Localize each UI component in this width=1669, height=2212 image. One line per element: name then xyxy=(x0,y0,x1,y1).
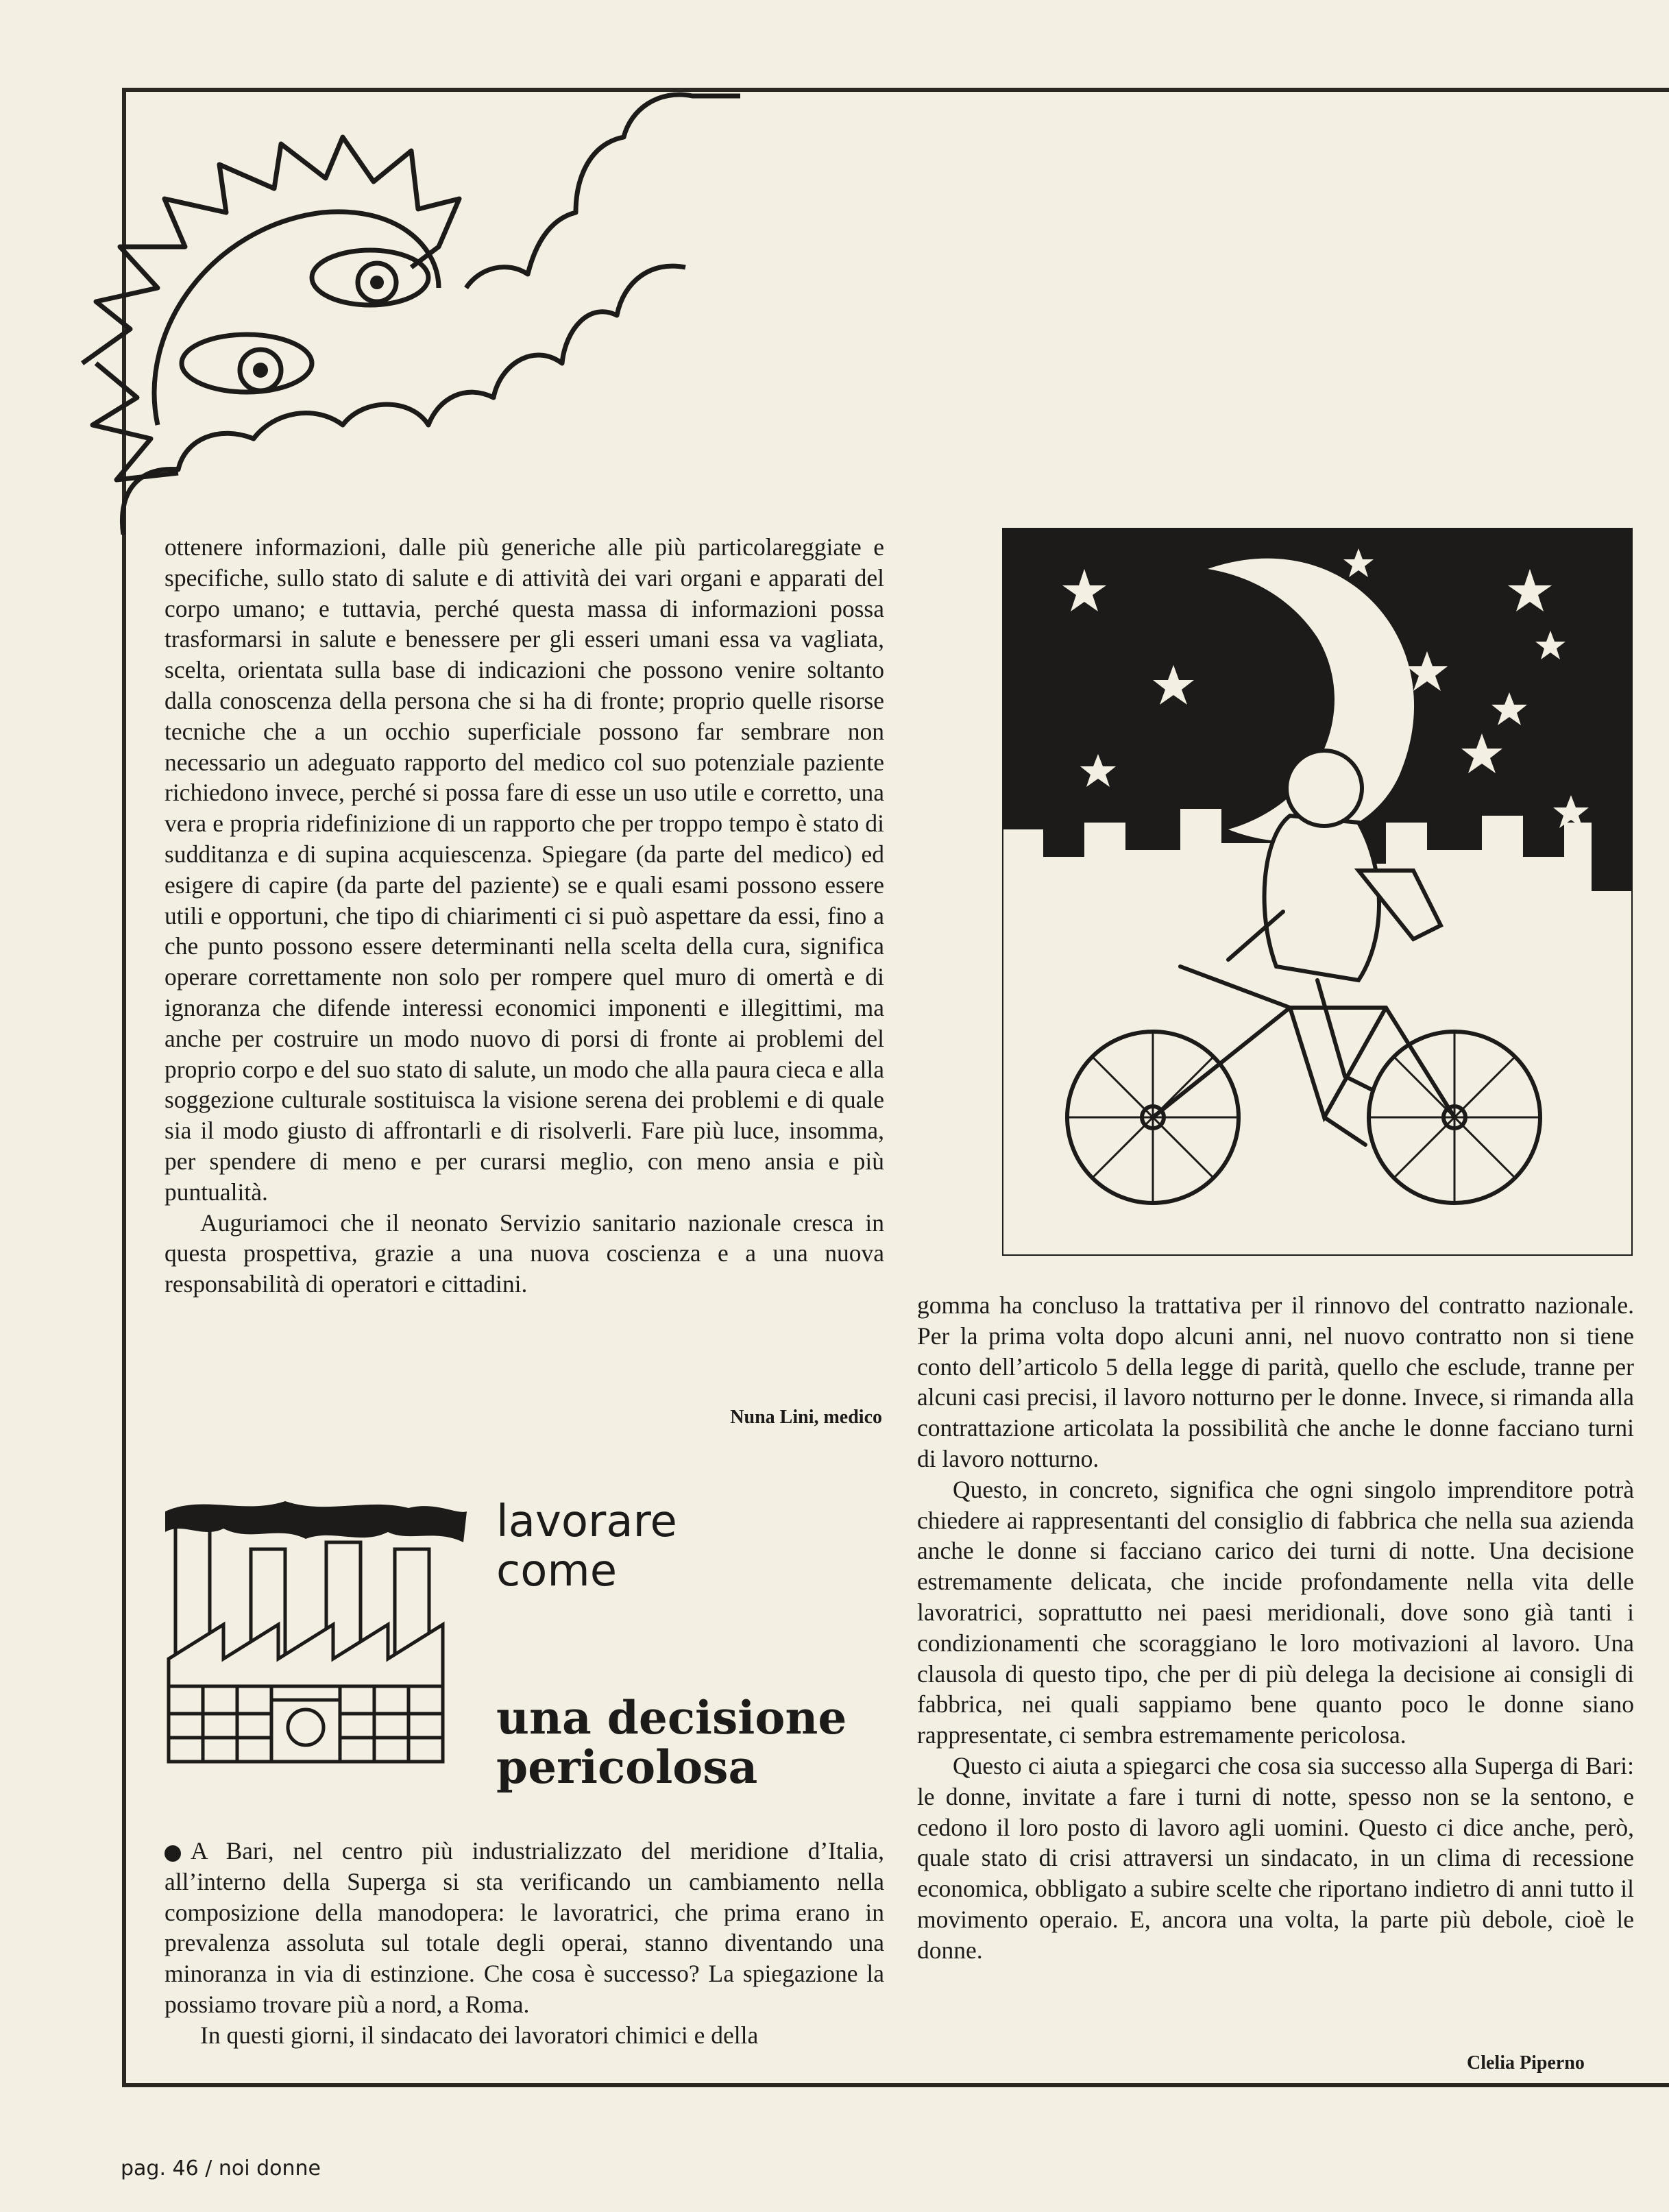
article-bottom-col2-paragraph-1: gomma ha concluso la trattativa per il rinnovo del contratto nazionale. Per la prima volta dopo alcuni anni, nel nuovo contratto non si tiene conto dell’articolo 5 della legge di parità, quello che esclude, tranne per alcuni casi precisi, il lavoro notturno per le donne. Invece, si rimanda alla contrattazione articolata la possibilità che anche le donne facciano turni di lavoro notturno. xyxy=(917,1291,1634,1472)
article-bottom-signature: Clelia Piperno xyxy=(1467,2052,1585,2074)
moon-cyclist-illustration xyxy=(1002,528,1633,1256)
page-folio: pag. 46 / noi donne xyxy=(121,2156,321,2180)
headline-main-line-2: pericolosa xyxy=(496,1740,758,1794)
article-bottom-paragraph-2: In questi giorni, il sindacato dei lavoratori chimici e della xyxy=(200,2021,759,2049)
factory-illustration xyxy=(162,1501,470,1775)
article-top-paragraph-2: Auguriamoci che il neonato Servizio sanitario nazionale cresca in questa prospettiva, grazie a una nuova coscienza e a una nuova responsabilità di operatori e cittadini. xyxy=(165,1208,884,1298)
article-bottom-col2-paragraph-2: Questo, in concreto, significa che ogni singolo imprenditore potrà chiedere ai rappresentanti del consiglio di fabbrica che nella sua azienda anche le donne si facciano carico dei turni di notte. Una decisione estremamente delicata, che incide profondamente nella vita delle lavoratrici, soprattutto nei paesi meridionali, dove sono già tanti i condizionamenti che scoraggiano le loro motivazioni al lavoro. Una clausola di questo tipo, che per di più delega la decisione ai consigli di fabbrica, nei quali sappiamo bene quanto poco le donne siano rappresentate, ci sembra estremamente pericolosa. xyxy=(917,1475,1634,1749)
article-bottom-col-1 xyxy=(165,1836,884,2051)
article-bottom-col-2 xyxy=(917,1290,1634,1966)
headline-main xyxy=(496,1693,846,1792)
headline-kicker-line-2: come xyxy=(496,1546,618,1596)
article-bottom-col2-paragraph-3: Questo ci aiuta a spiegarci che cosa sia successo alla Superga di Bari: le donne, invitate a fare i turni di notte, spesso non se la sentono, e cedono il loro posto di lavoro agli uomini. Questo ci dice anche, però, quale stato di crisi attraversi un sindacato, in un clima di recessione economica, obbligato a subire scelte che riportano indietro di anni tutto il movimento operaio. E, ancora una volta, la parte più debole, cioè le donne. xyxy=(917,1751,1634,1964)
headline-kicker-line-1: lavorare xyxy=(496,1496,677,1547)
article-top-body xyxy=(165,532,884,1300)
bullet-dot-icon xyxy=(165,1845,181,1862)
article-bottom-paragraph-1: A Bari, nel centro più industrializzato del meridione d’Italia, all’interno della Superga si sta verificando un cambiamento nella composizione della manodopera: le lavoratrici, che prima erano in prevalenza assoluta sul totale degli operai, stanno diventando una minoranza in via di estinzione. Che cosa è successo? La spiegazione la possiamo trovare più a nord, a Roma. xyxy=(165,1837,884,2018)
article-top-signature: Nuna Lini, medico xyxy=(730,1407,882,1428)
headline-main-line-1: una decisione xyxy=(496,1691,847,1745)
article-top-paragraph-1: ottenere informazioni, dalle più generiche alle più particolareggiate e specifiche, sullo stato di salute e di attività dei vari organi e apparati del corpo umano; e tuttavia, perché questa massa di informazioni possa trasformarsi in salute e benessere per gli esseri umani essa va vagliata, scelta, orientata sulla base di indicazioni che possono venire soltanto dalla conoscenza della persona che si ha di fronte; proprio quelle risorse tecniche che a un occhio superficiale possono far sembrare non necessario un adeguato rapporto del medico col suo potenziale paziente richiedono invece, perché si possa fare di esse un uso utile e corretto, una vera e propria ridefinizione di un rapporto che per troppo tempo è stato di sudditanza e di supina acquiescenza. Spiegare (da parte del medico) ed esigere di capire (da parte del paziente) se e quali esami possono essere utili e opportuni, che tipo di chiarimenti ci si può aspettare da essi, fino a che punto possono essere determinanti nella scelta della cura, significa operare correttamente non solo per rompere quel muro di omertà e di ignoranza che difende interessi economici imponenti e illegittimi, ma anche per costruire un modo nuovo di porsi di fronte ai problemi del proprio corpo e del suo stato di salute, un modo che alla paura cieca e alla soggezione culturale sostituisca la visione serena dei problemi e di quale sia il modo giusto di affrontarli e di risolverli. Fare più luce, insomma, per spendere di meno e per curarsi meglio, con meno ansia e più puntualità. xyxy=(165,533,884,1206)
headline-kicker xyxy=(496,1497,677,1596)
sun-eyes-illustration xyxy=(55,41,740,535)
